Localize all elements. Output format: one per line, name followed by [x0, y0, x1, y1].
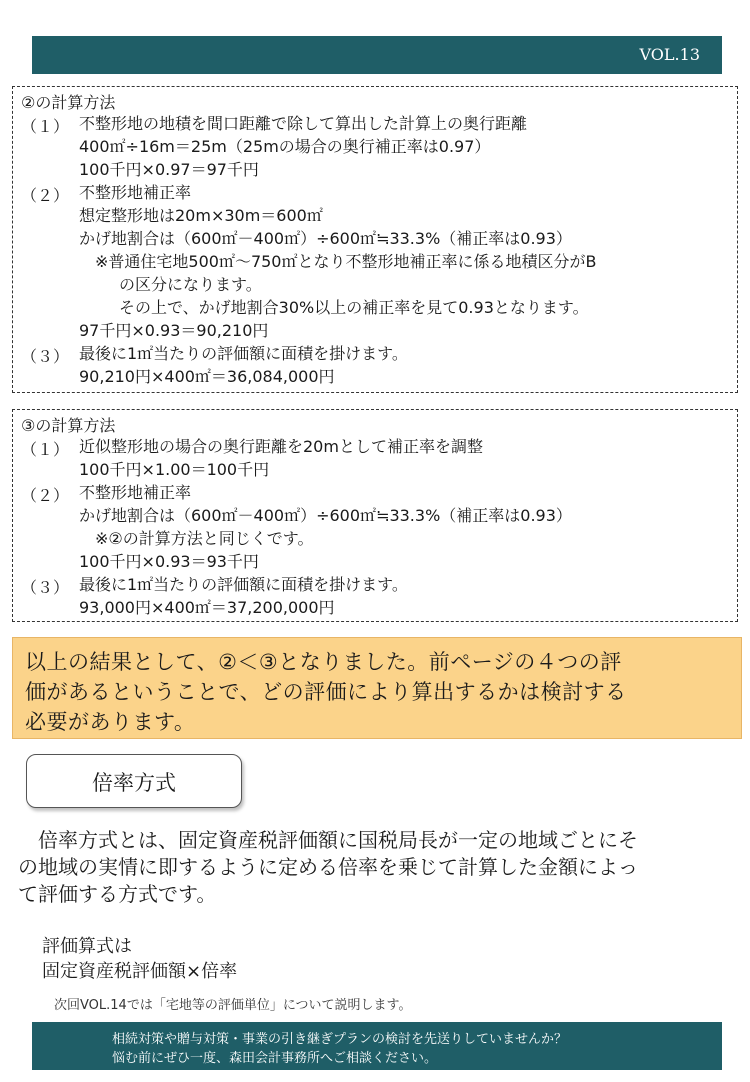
- calc2-line: 100千円×0.97＝97千円: [79, 160, 259, 179]
- volume-number: VOL.13: [639, 45, 700, 64]
- calc2-line: 90,210円×400㎡＝36,084,000円: [79, 367, 335, 386]
- conclusion-line: 価があるということで、どの評価により算出するかは検討する: [25, 680, 627, 704]
- footer-line: 相続対策や贈与対策・事業の引き継ぎプランの検討を先送りしていませんか？: [112, 1032, 568, 1047]
- calc3-line: 不整形地補正率: [79, 483, 192, 502]
- step-1-number: （１）: [21, 117, 70, 136]
- calc2-line: 不整形地補正率: [79, 183, 192, 202]
- conclusion-line: 以上の結果として、②＜③となりました。前ページの４つの評: [25, 650, 622, 674]
- calc3-line: 93,000円×400㎡＝37,200,000円: [79, 598, 335, 617]
- step-3-number: （３）: [21, 578, 70, 597]
- calc2-line: 400㎡÷16m＝25m（25mの場合の奥行補正率は0.97）: [79, 137, 491, 156]
- formula: 固定資産税評価額×倍率: [42, 961, 238, 982]
- conclusion-highlight: [12, 637, 742, 739]
- calc3-line: 100千円×1.00＝100千円: [79, 460, 270, 479]
- method-paragraph-line: て評価する方式です。: [18, 882, 217, 906]
- next-issue-notice: 次回VOL.14では「宅地等の評価単位」について説明します。: [54, 998, 412, 1013]
- header-bar: [32, 36, 722, 74]
- calc-method-2-box: [12, 86, 738, 393]
- calc2-note: その上で、かげ地割合30%以上の補正率を見て0.93となります。: [119, 298, 589, 317]
- calc3-note: ※②の計算方法と同じくです。: [95, 529, 314, 548]
- calc3-line: 最後に1㎡当たりの評価額に面積を掛けます。: [79, 575, 408, 594]
- calc2-note: の区分になります。: [119, 275, 262, 294]
- calc2-line: 最後に1㎡当たりの評価額に面積を掛けます。: [79, 344, 408, 363]
- step-3-number: （３）: [21, 347, 70, 366]
- footer-bar: [32, 1022, 722, 1070]
- calc3-line: かげ地割合は（600㎡－400㎡）÷600㎡≒33.3%（補正率は0.93）: [79, 506, 572, 525]
- section-heading: 倍率方式: [92, 771, 176, 795]
- calc3-line: 近似整形地の場合の奥行距離を20mとして補正率を調整: [79, 437, 483, 456]
- section-heading-box: [26, 754, 242, 808]
- calc2-line: 97千円×0.93＝90,210円: [79, 321, 269, 340]
- step-1-number: （１）: [21, 440, 70, 459]
- method-paragraph-line: 倍率方式とは、固定資産税評価額に国税局長が一定の地域ごとにそ: [18, 828, 638, 852]
- calc-method-3-box: [12, 409, 738, 622]
- calc2-line: かげ地割合は（600㎡－400㎡）÷600㎡≒33.3%（補正率は0.93）: [79, 229, 572, 248]
- step-2-number: （２）: [21, 186, 70, 205]
- calc-method-3-title: ③の計算方法: [21, 416, 116, 435]
- calc-method-2-title: ②の計算方法: [21, 93, 116, 112]
- footer-line: 悩む前にぜひ一度、森田会計事務所へご相談ください。: [112, 1051, 438, 1066]
- calc2-line: 想定整形地は20m×30m＝600㎡: [79, 206, 323, 225]
- conclusion-line: 必要があります。: [25, 710, 196, 734]
- method-paragraph-line: の地域の実情に即するように定める倍率を乗じて計算した金額によっ: [18, 855, 638, 879]
- step-2-number: （２）: [21, 486, 70, 505]
- calc2-note: ※普通住宅地500㎡～750㎡となり不整形地補正率に係る地積区分がB: [95, 252, 597, 271]
- formula-label: 評価算式は: [42, 936, 132, 957]
- calc3-line: 100千円×0.93＝93千円: [79, 552, 259, 571]
- calc2-line: 不整形地の地積を間口距離で除して算出した計算上の奥行距離: [79, 114, 528, 133]
